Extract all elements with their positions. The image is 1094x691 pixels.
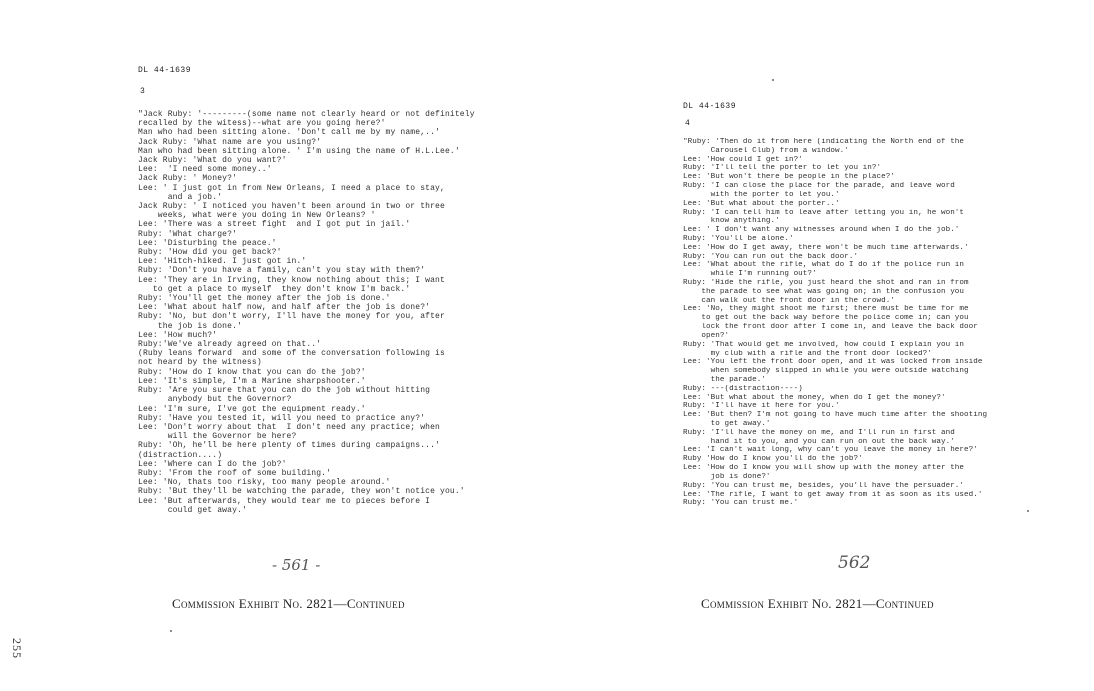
transcript-line: Lee: 'How could I get in?' [683,155,803,164]
transcript-line: to get out the back way before the police come in; can you [683,314,969,323]
transcript-line: Ruby: 'From the roof of some building.' [138,468,332,478]
transcript-text [138,110,538,515]
transcript-line: to get a place to myself they don't know I'm back.' [138,284,411,294]
transcript-line: Jack Ruby: 'What do you want?' [138,156,287,166]
transcript-line: the job is done.' [138,321,242,331]
transcript-line: Lee: 'Don't worry about that I don't need any practice; when [138,422,440,432]
transcript-text [683,138,1023,508]
transcript-line: know anything.' [683,217,780,226]
transcript-line: to get away.' [683,420,771,428]
transcript-line: Ruby: 'Are you sure that you can do the job without hitting [138,386,431,396]
transcript-line: when somebody slipped in while you were outside watching [683,367,969,376]
transcript-line: the parade.' [683,375,766,384]
transcript-line: Ruby: 'How did you get back?' [138,248,282,258]
transcript-line: Lee: 'They are in Irving, they know nothing about this; I want [138,275,445,285]
transcript-line: Lee: 'How do I know you will show up with the money after the [683,464,965,473]
transcript-line: recalled by the witess)--what are you going here?' [138,119,386,129]
file-number: DL 44-1639 [138,66,192,75]
transcript-line: Ruby: 'You'll be alone.' [683,234,794,243]
transcript-line: Ruby: 'Don't you have a family, can't you stay with them?' [138,266,426,276]
transcript-line: Lee: 'How much?' [138,330,218,340]
scan-speck [170,630,172,632]
transcript-line: Ruby: 'You can trust me, besides, you'll have the persuader.' [683,481,965,490]
handwritten-page-number: - 561 - [272,556,321,574]
transcript-line: Lee: 'But afterwards, they would tear me to pieces before I [138,496,431,506]
scan-speck [1027,510,1029,512]
exhibit-caption: Commission Exhibit No. 2821—Continued [172,596,405,611]
transcript-line: Jack Ruby: 'What name are you using?' [138,137,322,147]
transcript-line: Lee: 'No, they might shoot me first; there must be time for me [683,305,969,314]
transcript-line: job is done?' [683,472,771,481]
transcript-line: Lee: 'I can't wait long, why can't you leave the money in here?' [683,446,978,455]
transcript-line: Lee: 'But what about the porter..' [683,199,840,208]
transcript-line: my club with a rifle and the front door locked?' [683,349,932,358]
transcript-line: could get away.' [138,505,247,515]
transcript-line: Lee: 'No, thats too risky, too many people around.' [138,478,391,488]
transcript-line: Lee: ' I just got in from New Orleans, I need a place to stay, [138,183,445,193]
transcript-line: the parade to see what was going on; in the confusion you [683,287,965,296]
transcript-line: Ruby: 'No, but don't worry, I'll have the money for you, after [138,312,445,322]
transcript-line: open?' [683,331,730,340]
transcript-line: Jack Ruby: ' Money?' [138,174,238,184]
handwritten-page-number: 562 [838,553,871,573]
transcript-line: Lee: 'What about half now, and half after the job is done?' [138,303,431,313]
transcript-line: Lee: 'The rifle, I want to get away from it as soon as its used.' [683,490,983,499]
transcript-line: Man who had been sitting alone. ' I'm using the name of H.L.Lee.' [138,146,460,156]
right-document-page [683,102,1023,508]
transcript-line: Ruby: 'I'll have it here for you.' [683,402,840,411]
transcript-line: anybody but the Governor? [138,395,292,405]
transcript-line: Ruby: ---(distraction----) [683,384,803,393]
transcript-line: Ruby: 'Oh, he'll be here plenty of times during campaigns...' [138,441,440,451]
transcript-line: (Ruby leans forward and some of the conversation following is [138,349,445,359]
transcript-line: "Ruby: 'Then do it from here (indicating the North end of the [683,138,965,146]
page-number: 3 [140,87,145,96]
transcript-line: lock the front door after I come in, and leave the back door [683,323,978,332]
transcript-line: Lee: 'How do I get away, there won't be much time afterwards.' [683,243,969,252]
transcript-line: will the Governor be here? [138,432,297,442]
transcript-line: Ruby 'How do I know you'll do the job?' [683,455,863,464]
transcript-line: Carousel Club) from a window.' [683,146,849,155]
transcript-line: Ruby: 'I can tell him to leave after letting you in, he won't [683,208,965,217]
transcript-line: Lee: 'There was a street fight and I got put in jail.' [138,220,411,230]
transcript-line: Lee: 'But what about the money, when do I get the money?' [683,393,946,402]
transcript-line: with the porter to let you.' [683,190,840,199]
transcript-line: Lee: 'But won't there be people in the place?' [683,173,895,182]
transcript-line: and a job.' [138,192,223,202]
transcript-line: weeks, what were you doing in New Orleans? ' [138,211,376,221]
transcript-line: Ruby: 'You'll get the money after the job is done.' [138,294,391,304]
transcript-line: Lee: 'It's simple, I'm a Marine sharpshooter.' [138,376,366,386]
transcript-line: Lee: 'Hitch-hiked. I just got in.' [138,257,307,267]
volume-page-number: 255 [10,638,24,659]
transcript-line: Ruby: 'What charge?' [138,229,238,239]
transcript-line: (distraction....) [138,450,223,460]
transcript-line: Ruby: 'I can close the place for the parade, and leave word [683,182,955,191]
transcript-line: Ruby: 'That would get me involved, how could I explain you in [683,340,965,349]
transcript-line: Lee: 'What about the rifle, what do I do if the police run in [683,261,965,270]
transcript-line: Ruby: 'I'll have the money on me, and I'll run in first and [683,428,955,437]
transcript-line: Lee: 'Where can I do the job?' [138,459,287,469]
transcript-line: Jack Ruby: ' I noticed you haven't been around in two or three [138,202,445,212]
transcript-line: not heard by the witness) [138,358,262,368]
transcript-line: Ruby: 'Have you tested it, will you need to practice any?' [138,413,426,423]
page-number: 4 [685,119,690,128]
transcript-line: Lee: ' I don't want any witnesses around when I do the job.' [683,226,960,235]
transcript-line: while I'm running out?' [683,270,817,279]
transcript-line: hand it to you, and you can run on out the back way.' [683,437,955,446]
transcript-line: Lee: 'I need some money..' [138,165,272,175]
transcript-line: Ruby: 'I'll tell the porter to let you in?' [683,164,882,173]
exhibit-caption: Commission Exhibit No. 2821—Continued [701,596,934,611]
scan-speck [772,79,774,81]
transcript-line: Ruby:'We've already agreed on that..' [138,340,322,350]
transcript-line: Lee: 'You left the front door open, and it was locked from inside [683,358,983,367]
transcript-line: Ruby: 'You can run out the back door.' [683,252,859,261]
transcript-line: Ruby: 'Hide the rifle, you just heard the shot and ran in from [683,279,969,287]
transcript-line: Ruby: 'But they'll be watching the parade, they won't notice you.' [138,487,465,497]
transcript-line: Ruby: 'How do I know that you can do the job?' [138,367,366,377]
transcript-line: Lee: 'Disturbing the peace.' [138,238,277,248]
transcript-line: Lee: 'But then? I'm not going to have much time after the shooting [683,411,988,420]
transcript-line: Lee: 'I'm sure, I've got the equipment ready.' [138,404,366,414]
transcript-line: "Jack Ruby: '---------(some name not clearly heard or not definitely [138,110,475,119]
file-number: DL 44-1639 [683,102,737,111]
left-document-page [138,66,538,515]
transcript-line: Ruby: 'You can trust me.' [683,499,799,508]
transcript-line: Man who had been sitting alone. 'Don't call me by my name,..' [138,128,440,138]
transcript-line: can walk out the front door in the crowd.' [683,296,895,305]
